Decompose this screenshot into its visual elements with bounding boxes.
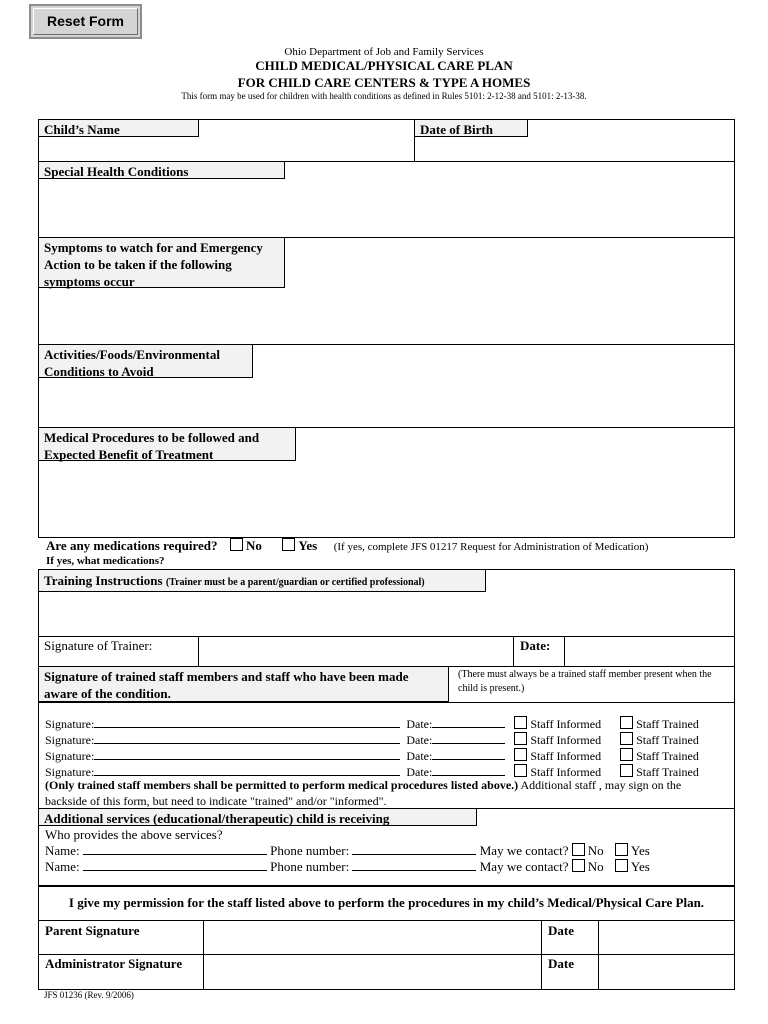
parent-date-input[interactable] bbox=[600, 922, 733, 952]
staff-row-2: Signature: Date: Staff Informed Staff Trained bbox=[45, 733, 699, 747]
training-instructions-label: Training Instructions (Trainer must be a parent/guardian or certified professional) bbox=[38, 569, 486, 592]
medications-yes-checkbox[interactable] bbox=[282, 538, 295, 551]
trainer-date-input[interactable] bbox=[566, 638, 732, 664]
staff-signature-line[interactable] bbox=[94, 764, 400, 776]
staff-date-line[interactable] bbox=[432, 748, 505, 760]
staff-informed-checkbox[interactable] bbox=[514, 732, 527, 745]
childs-name-input[interactable] bbox=[40, 138, 412, 160]
reset-form-button[interactable] bbox=[29, 4, 142, 39]
administrator-signature-label: Administrator Signature bbox=[45, 956, 183, 971]
staff-informed-checkbox[interactable] bbox=[514, 716, 527, 729]
procedures-input[interactable] bbox=[40, 463, 732, 536]
provider-phone-line[interactable] bbox=[352, 859, 476, 871]
permission-statement: I give my permission for the staff listed above to perform the procedures in my child’s Medical/Physical Care Plan. bbox=[68, 895, 705, 910]
parent-signature-label: Parent Signature bbox=[45, 923, 140, 938]
service-provider-row-1: Name: Phone number: May we contact? No Yes bbox=[45, 843, 650, 858]
medications-no-label: No bbox=[246, 538, 262, 553]
childs-name-label: Child’s Name bbox=[38, 119, 199, 137]
contact-yes-checkbox[interactable] bbox=[615, 859, 628, 872]
trainer-signature-label: Signature of Trainer: bbox=[44, 638, 153, 653]
contact-no-checkbox[interactable] bbox=[572, 859, 585, 872]
staff-informed-checkbox[interactable] bbox=[514, 764, 527, 777]
staff-date-line[interactable] bbox=[432, 764, 505, 776]
procedures-label: Medical Procedures to be followed and Expected Benefit of Treatment bbox=[38, 427, 296, 461]
special-health-label: Special Health Conditions bbox=[38, 161, 285, 179]
staff-presence-note: (There must always be a trained staff member present when the child is present.) bbox=[458, 669, 712, 694]
form-number-footer: JFS 01236 (Rev. 9/2006) bbox=[44, 990, 134, 1000]
parent-date-label: Date bbox=[548, 923, 574, 938]
staff-signature-line[interactable] bbox=[94, 716, 400, 728]
staff-trained-checkbox[interactable] bbox=[620, 748, 633, 761]
staff-signature-line[interactable] bbox=[94, 748, 400, 760]
staff-signature-line[interactable] bbox=[94, 732, 400, 744]
provider-name-line[interactable] bbox=[83, 859, 267, 871]
reset-form-label: Reset Form bbox=[46, 13, 125, 29]
medications-yes-label: Yes bbox=[298, 538, 318, 553]
administrator-date-label: Date bbox=[548, 956, 574, 971]
staff-trained-checkbox[interactable] bbox=[620, 732, 633, 745]
provider-name-line[interactable] bbox=[83, 843, 267, 855]
contact-no-checkbox[interactable] bbox=[572, 843, 585, 856]
administrator-date-input[interactable] bbox=[600, 956, 733, 988]
staff-trained-checkbox[interactable] bbox=[620, 716, 633, 729]
staff-row-3: Signature: Date: Staff Informed Staff Trained bbox=[45, 749, 699, 763]
staff-row-1: Signature: Date: Staff Informed Staff Trained bbox=[45, 717, 699, 731]
trainer-date-label: Date: bbox=[520, 638, 551, 653]
agency-name: Ohio Department of Job and Family Services bbox=[284, 46, 484, 58]
medications-note: (If yes, complete JFS 01217 Request for Administration of Medication) bbox=[333, 541, 649, 553]
form-title-line1: CHILD MEDICAL/PHYSICAL CARE PLAN bbox=[255, 58, 513, 73]
staff-date-line[interactable] bbox=[432, 716, 505, 728]
date-of-birth-input[interactable] bbox=[416, 138, 732, 160]
provider-phone-line[interactable] bbox=[352, 843, 476, 855]
trainer-signature-input[interactable] bbox=[200, 638, 512, 664]
contact-yes-checkbox[interactable] bbox=[615, 843, 628, 856]
trained-staff-notice-line2: backside of this form, but need to indicate "trained" and/or "informed". bbox=[45, 794, 387, 808]
staff-trained-checkbox[interactable] bbox=[620, 764, 633, 777]
staff-signature-title: Signature of trained staff members and staff who have been made aware of the condition. bbox=[38, 666, 449, 702]
form-title-line2: FOR CHILD CARE CENTERS & TYPE A HOMES bbox=[237, 75, 531, 90]
symptoms-input[interactable] bbox=[40, 290, 732, 342]
symptoms-label: Symptoms to watch for and Emergency Action to be taken if the following symptoms occur bbox=[38, 237, 285, 288]
additional-services-label: Additional services (educational/therapeutic) child is receiving bbox=[38, 808, 477, 826]
parent-signature-input[interactable] bbox=[205, 922, 539, 952]
services-provider-question: Who provides the above services? bbox=[45, 827, 223, 842]
avoid-input[interactable] bbox=[40, 380, 732, 425]
medications-no-checkbox[interactable] bbox=[230, 538, 243, 551]
which-medications-label: If yes, what medications? bbox=[46, 555, 165, 567]
date-of-birth-label: Date of Birth bbox=[414, 119, 528, 137]
staff-date-line[interactable] bbox=[432, 732, 505, 744]
staff-row-4: Signature: Date: Staff Informed Staff Trained bbox=[45, 765, 699, 779]
avoid-label: Activities/Foods/Environmental Conditions to Avoid bbox=[38, 344, 253, 378]
trained-staff-notice: (Only trained staff members shall be permitted to perform medical procedures listed above.) Additional staff , may sign on the bbox=[45, 778, 682, 792]
form-usage-note: This form may be used for children with health conditions as defined in Rules 5101: 2-12-38 and 5101: 2-13-38. bbox=[181, 91, 587, 101]
administrator-signature-input[interactable] bbox=[205, 956, 539, 988]
training-instructions-input[interactable] bbox=[40, 594, 732, 635]
staff-informed-checkbox[interactable] bbox=[514, 748, 527, 761]
service-provider-row-2: Name: Phone number: May we contact? No Yes bbox=[45, 859, 650, 874]
medications-question: Are any medications required? bbox=[46, 538, 218, 553]
special-health-input[interactable] bbox=[40, 181, 732, 235]
